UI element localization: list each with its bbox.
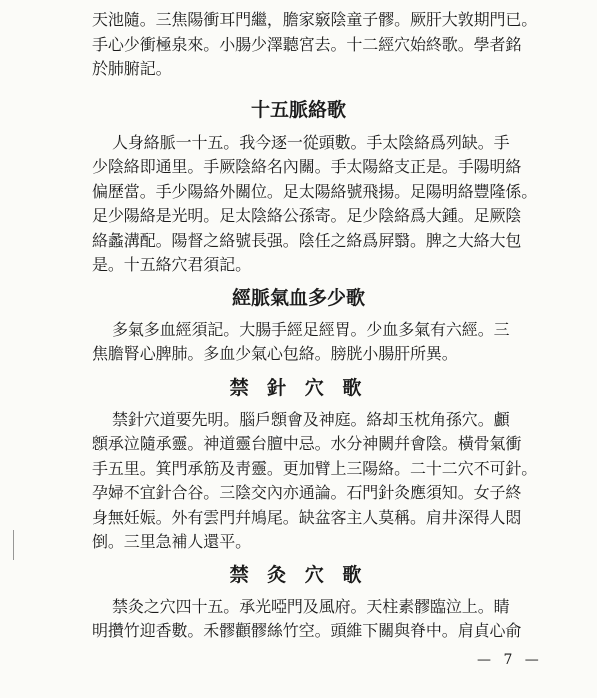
- text-line: 身無妊娠。外有雲門幷鳩尾。缺盆客主人莫稱。肩井深得人悶: [92, 507, 522, 527]
- section-paragraph: [112, 131, 582, 156]
- page-number: — 7 —: [477, 652, 543, 668]
- text-line: 手心少衝極泉來。小腸少澤聽宮去。十二經穴始終歌。學者銘: [92, 34, 522, 54]
- text-line: 於肺腑記。: [92, 59, 172, 78]
- text-line: 是。十五絡穴君須記。: [92, 255, 252, 274]
- section-paragraph: [92, 155, 572, 278]
- section-title: 禁 灸 穴 歌: [229, 564, 368, 586]
- section-paragraph: [92, 432, 572, 555]
- text-line: 明攢竹迎香數。禾髎顴髎絲竹空。頭維下關與脊中。肩貞心俞: [92, 621, 522, 640]
- text-line: 人身絡脈一十五。我今逐一從頭數。手太陰絡爲列缺。手: [112, 133, 510, 152]
- text-line: 焦膽腎心脾肺。多血少氣心包絡。膀胱小腸肝所異。: [92, 344, 458, 363]
- section-paragraph: [112, 408, 582, 433]
- text-line: 孕婦不宜針合谷。三陰交內亦通論。石門針灸應須知。女子終: [92, 483, 522, 502]
- text-line: 顖承泣隨承靈。神道靈台膻中忌。水分神闕幷會陰。橫骨氣衝: [92, 434, 522, 453]
- intro-paragraph: [92, 8, 572, 82]
- text-line: 少陰絡即通里。手厥陰絡名內關。手太陽絡支正是。手陽明絡: [92, 157, 522, 176]
- text-line: 多氣多血經須記。大腸手經足經胃。少血多氣有六經。三: [112, 320, 510, 339]
- section-paragraph: [92, 619, 572, 644]
- text-line: 天池隨。三焦陽衝耳門繼，膽家竅陰童子髎。厥肝大敦期門已。: [92, 10, 538, 29]
- text-line: 禁針穴道要先明。腦戶顖會及神庭。絡却玉枕角孫穴。顱: [112, 410, 510, 429]
- section-paragraph: [112, 595, 582, 620]
- section-title: 十五脈絡歌: [250, 99, 346, 121]
- section-title: 禁 針 穴 歌: [229, 377, 368, 399]
- section-paragraph: [92, 342, 572, 367]
- text-line: 偏歷當。手少陽絡外關位。足太陽絡號飛揚。足陽明絡豐隆係。: [92, 181, 538, 201]
- section-paragraph: [112, 318, 582, 343]
- text-line: 足少陽絡是光明。足太陰絡公孫寄。足少陰絡爲大鍾。足厥陰: [92, 206, 522, 225]
- text-line: 禁灸之穴四十五。承光啞門及風府。天柱素髎臨泣上。睛: [112, 597, 510, 616]
- text-line: 手五里。箕門承筋及靑靈。更加臂上三陽絡。二十二穴不可針。: [92, 458, 538, 478]
- text-line: 倒。三里急補人還平。: [92, 532, 252, 551]
- margin-mark: [13, 530, 14, 560]
- text-line: 絡蠡溝配。陽督之絡號長强。陰任之絡爲屛翳。脾之大絡大包: [92, 230, 522, 250]
- section-title: 經脈氣血多少歌: [231, 287, 365, 309]
